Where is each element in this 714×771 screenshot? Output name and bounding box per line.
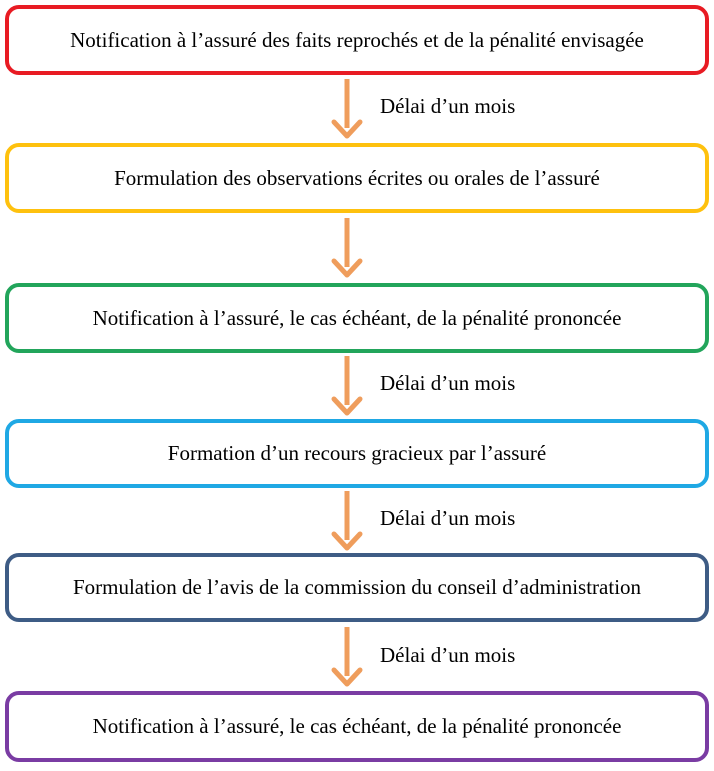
step-label: Notification à l’assuré, le cas échéant, de la pénalité prononcée — [92, 305, 622, 330]
step-box-notification-finale — [5, 691, 709, 762]
down-arrow-icon — [329, 491, 365, 551]
down-arrow-icon — [329, 79, 365, 139]
delay-label: Délai d’un mois — [380, 506, 516, 530]
down-arrow-icon — [329, 356, 365, 416]
step-box-notification-penalite — [5, 283, 709, 353]
step-box-observations — [5, 143, 709, 213]
step-label: Notification à l’assuré, le cas échéant, de la pénalité prononcée — [92, 714, 622, 739]
step-label: Formulation des observations écrites ou orales de l’assuré — [114, 165, 600, 190]
step-box-recours-gracieux — [5, 419, 709, 488]
down-arrow-icon — [329, 218, 365, 278]
step-label: Formulation de l’avis de la commission du conseil d’administration — [72, 575, 642, 600]
delay-label: Délai d’un mois — [380, 94, 516, 118]
down-arrow-icon — [329, 627, 365, 687]
step-label: Formation d’un recours gracieux par l’assuré — [167, 441, 547, 466]
delay-label: Délai d’un mois — [380, 371, 516, 395]
step-box-avis-commission — [5, 553, 709, 622]
delay-label: Délai d’un mois — [380, 643, 516, 667]
step-box-notification-faits — [5, 5, 709, 75]
step-label: Notification à l’assuré des faits reprochés et de la pénalité envisagée — [70, 27, 644, 52]
